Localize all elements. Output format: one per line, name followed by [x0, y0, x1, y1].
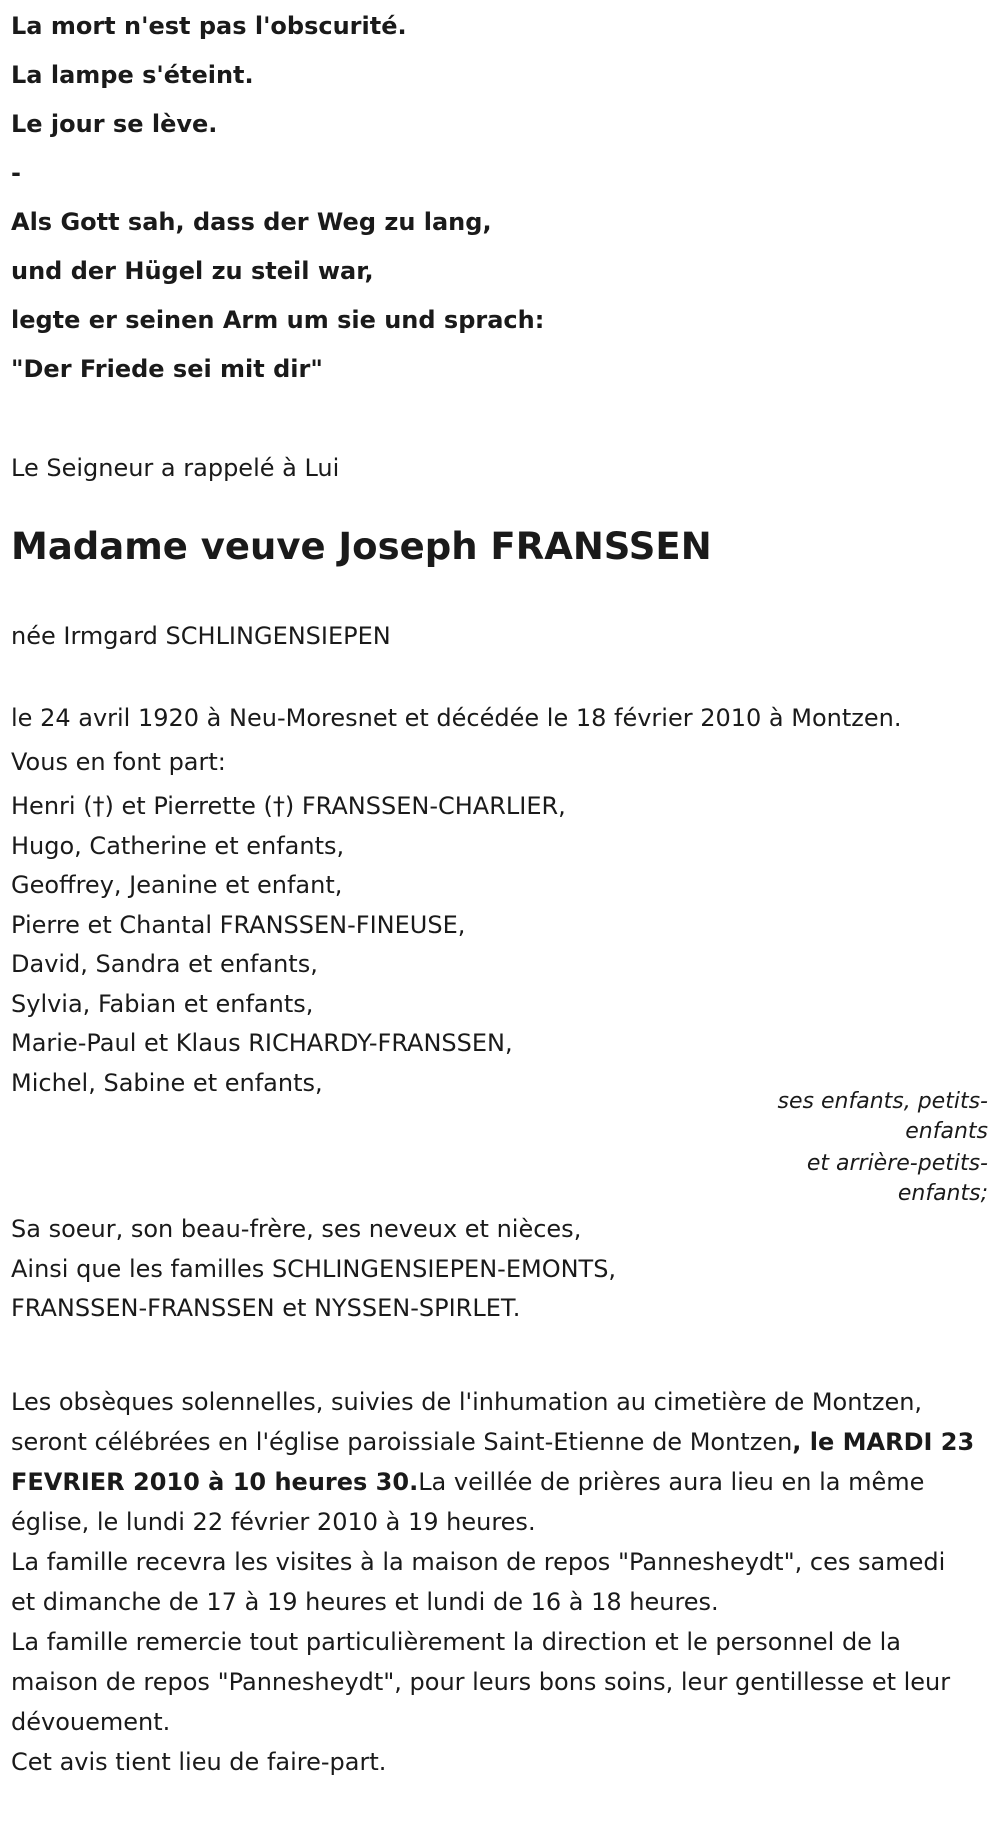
vigil-text: La veillée de prières aura lieu en la même église, le lundi 22 février 2010 à 19 heures. [11, 1468, 925, 1536]
birth-name: née Irmgard SCHLINGENSIEPEN [11, 622, 391, 650]
birth-death-dates: le 24 avril 1920 à Neu-Moresnet et décédée le 18 février 2010 à Montzen. [11, 704, 902, 732]
poem-line: La lampe s'éteint. [11, 61, 254, 89]
poem-line: und der Hügel zu steil war, [11, 257, 374, 285]
relatives-line: Sa soeur, son beau-frère, ses neveux et nièces, [11, 1215, 582, 1243]
relatives-line: FRANSSEN-FRANSSEN et NYSSEN-SPIRLET. [11, 1294, 521, 1322]
family-member: Henri (†) et Pierrette (†) FRANSSEN-CHARLIER, [11, 792, 566, 820]
poem [11, 0, 1000, 400]
poem-line: La mort n'est pas l'obscurité. [11, 12, 407, 40]
visits-paragraph: La famille recevra les visites à la maison de repos "Pannesheydt", ces samedi et dimanche de 17 à 19 heures et lundi de 16 à 18 heures. [11, 1548, 946, 1616]
family-member: Michel, Sabine et enfants, [11, 1068, 323, 1097]
poem-line: "Der Friede sei mit dir" [11, 355, 323, 383]
poem-separator: - [11, 159, 21, 187]
family-list [11, 787, 1000, 1103]
funeral-paragraph [11, 1382, 988, 1542]
poem-line: Le jour se lève. [11, 110, 218, 138]
announcement: Le Seigneur a rappelé à Lui [11, 454, 340, 482]
family-member: Marie-Paul et Klaus RICHARDY-FRANSSEN, [11, 1029, 513, 1057]
relatives-list [11, 1210, 988, 1329]
relatives-line: Ainsi que les familles SCHLINGENSIEPEN-EMONTS, [11, 1254, 617, 1283]
poem-line: legte er seinen Arm um sie und sprach: [11, 306, 545, 334]
vous-en-font-part: Vous en font part: [11, 748, 226, 776]
thanks-paragraph: La famille remercie tout particulièrement la direction et le personnel de la maison de repos "Pannesheydt", pour leurs bons soins, leur gentillesse et leur dévouement. [11, 1628, 951, 1736]
family-member: David, Sandra et enfants, [11, 950, 318, 978]
relation-children: ses enfants, petits-enfants [777, 1089, 988, 1144]
family-member: Pierre et Chantal FRANSSEN-FINEUSE, [11, 910, 466, 939]
relation-great-grandchildren: et arrière-petits-enfants; [806, 1151, 988, 1206]
poem-line: Als Gott sah, dass der Weg zu lang, [11, 208, 492, 236]
funeral-text: Les obsèques solennelles, suivies de l'inhumation au cimetière de Montzen, seront célébrées en l'église paroissiale Saint-Etienne de Montzen [11, 1388, 923, 1456]
funeral-date: , le MARDI 23 FEVRIER 2010 à 10 heures 30. [11, 1428, 975, 1496]
deceased-name: Madame veuve Joseph FRANSSEN [11, 525, 712, 568]
family-member: Geoffrey, Jeanine et enfant, [11, 871, 343, 899]
family-member: Sylvia, Fabian et enfants, [11, 989, 314, 1018]
family-member: Hugo, Catherine et enfants, [11, 831, 345, 860]
closing-note: Cet avis tient lieu de faire-part. [11, 1748, 387, 1776]
